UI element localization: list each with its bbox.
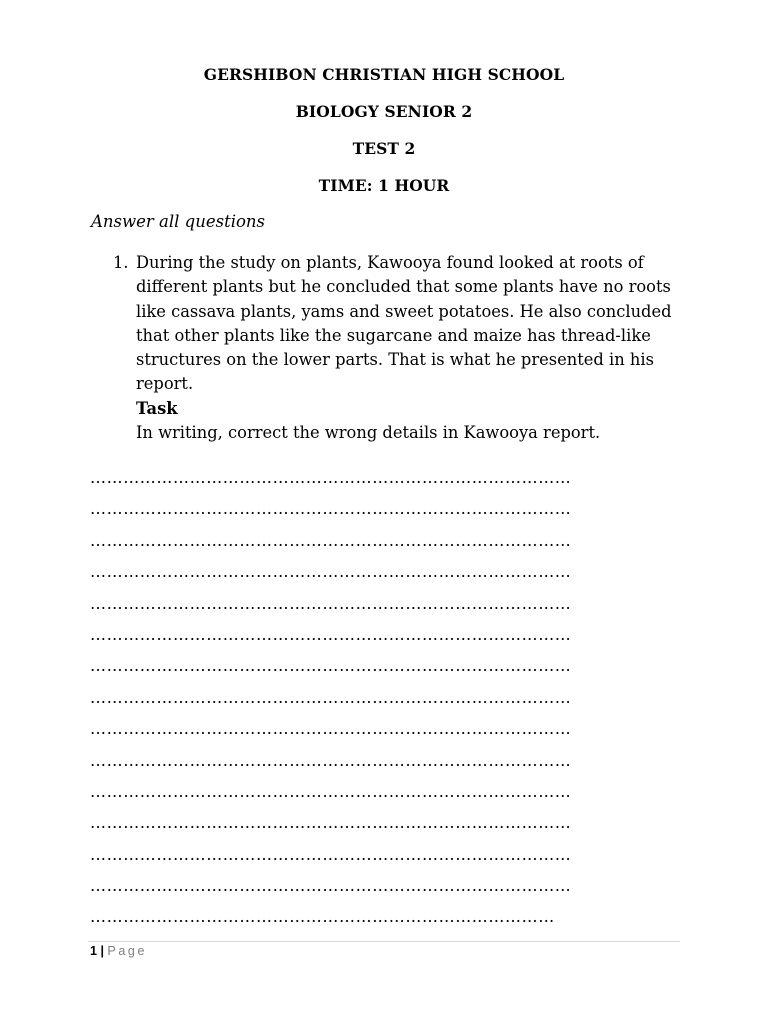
answer-line: …………………………………………………………………………… [90,530,572,550]
answer-line: …………………………………………………………………………… [90,593,572,613]
test-title: TEST 2 [352,139,416,158]
task-text: In writing, correct the wrong details in Kawooya report. [136,423,601,443]
question-body: During the study on plants, Kawooya found looked at roots of different plants but he concluded that some plants have no roots like cassava plants, yams and sweet potatoes. He also concluded that other plants like the sugarcane and maize has thread-like structures on the lower parts. That is what he presented in his report. [136,253,672,394]
answer-line: …………………………………………………………………………… [90,719,572,739]
answer-line: …………………………………………………………………………… [90,562,572,582]
school-name: GERSHIBON CHRISTIAN HIGH SCHOOL [203,65,565,84]
answer-line: …………………………………………………………………………… [90,656,572,676]
instruction-text: Answer all questions [91,212,266,231]
answer-line: …………………………………………………………………………… [90,844,572,864]
subject-class: BIOLOGY SENIOR 2 [295,102,473,121]
task-label: Task [136,398,178,418]
answer-line: …………………………………………………………………………… [90,781,572,801]
answer-line: …………………………………………………………………………… [90,468,572,487]
footer-divider [88,941,680,942]
page-number: 1 [90,944,97,958]
answer-line: ………………………………………………………………………… [90,907,555,927]
answer-line: …………………………………………………………………………… [90,750,572,770]
answer-lines [90,462,690,933]
test-time: TIME: 1 HOUR [318,176,450,195]
page-footer [90,944,147,958]
answer-line: …………………………………………………………………………… [90,876,572,896]
question-1 [113,251,673,445]
answer-line: …………………………………………………………………………… [90,499,572,519]
answer-line: …………………………………………………………………………… [90,624,572,644]
answer-line: …………………………………………………………………………… [90,813,572,833]
page-word: Page [107,944,148,958]
question-number: 1. [113,253,129,272]
question-body-container [136,251,673,445]
answer-line: …………………………………………………………………………… [90,687,572,707]
footer-separator: | [100,944,104,958]
